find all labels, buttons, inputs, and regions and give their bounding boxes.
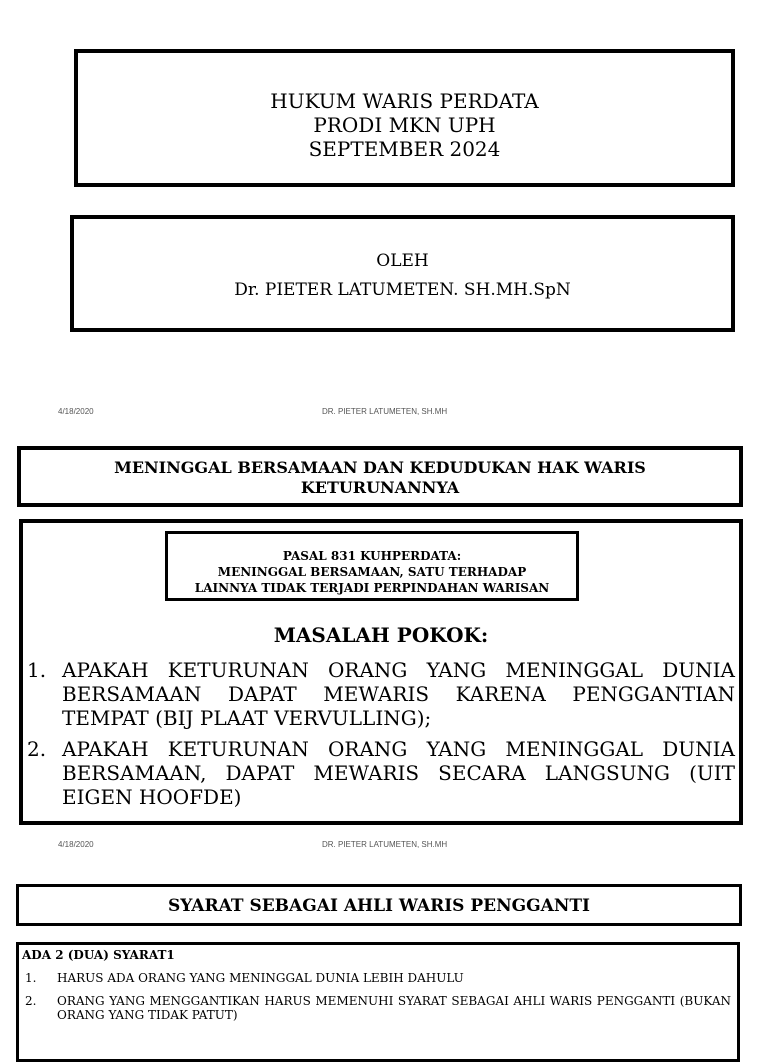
content-box bbox=[19, 519, 743, 825]
heading-text: SYARAT SEBAGAI AHLI WARIS PENGGANTI bbox=[167, 896, 591, 916]
item-text: ORANG YANG MENGGANTIKAN HARUS MEMENUHI SYARAT SEBAGAI AHLI WARIS PENGGANTI (BUKAN ORANG YANG TIDAK PATUT) bbox=[57, 994, 731, 1022]
heading-line: KETURUNANNYA bbox=[300, 478, 460, 497]
list-item bbox=[25, 994, 731, 1022]
requirement-list bbox=[25, 971, 731, 985]
item-number: 2. bbox=[27, 737, 47, 761]
title-line-date: SEPTEMBER 2024 bbox=[308, 137, 501, 161]
footer-author: DR. PIETER LATUMETEN, SH.MH bbox=[322, 840, 448, 849]
question-list bbox=[27, 658, 735, 730]
item-number: 1. bbox=[25, 971, 37, 985]
item-number: 2. bbox=[25, 994, 37, 1008]
title-line-program: PRODI MKN UPH bbox=[313, 113, 496, 137]
lead-text: ADA 2 (DUA) SYARAT1 bbox=[22, 948, 175, 962]
section-heading bbox=[17, 446, 743, 507]
footer-date: 4/18/2020 bbox=[58, 407, 94, 416]
author-box bbox=[70, 215, 735, 332]
list-item bbox=[27, 658, 735, 730]
list-item bbox=[25, 971, 731, 985]
requirement-list bbox=[25, 994, 731, 1022]
content-box bbox=[16, 942, 740, 1062]
pasal-line: PASAL 831 KUHPERDATA: bbox=[282, 549, 462, 563]
item-text: APAKAH KETURUNAN ORANG YANG MENINGGAL DUNIA BERSAMAAN, DAPAT MEWARIS SECARA LANGSUNG (UIT EIGEN HOOFDE) bbox=[62, 737, 735, 809]
oleh-label: OLEH bbox=[376, 251, 429, 271]
pasal-line: MENINGGAL BERSAMAAN, SATU TERHADAP bbox=[217, 565, 527, 579]
author-name: Dr. PIETER LATUMETEN. SH.MH.SpN bbox=[234, 280, 571, 300]
pasal-line: LAINNYA TIDAK TERJADI PERPINDAHAN WARISAN bbox=[194, 581, 550, 595]
slide-title bbox=[78, 89, 731, 161]
question-list bbox=[27, 737, 735, 809]
item-text: HARUS ADA ORANG YANG MENINGGAL DUNIA LEBIH DAHULU bbox=[57, 971, 464, 985]
pasal-box bbox=[165, 531, 579, 601]
item-text: APAKAH KETURUNAN ORANG YANG MENINGGAL DUNIA BERSAMAAN DAPAT MEWARIS KARENA PENGGANTIAN TEMPAT (BIJ PLAAT VERVULLING); bbox=[62, 658, 735, 730]
footer-author: DR. PIETER LATUMETEN, SH.MH bbox=[322, 407, 448, 416]
masalah-title: MASALAH POKOK: bbox=[273, 623, 489, 647]
title-line-course: HUKUM WARIS PERDATA bbox=[270, 89, 539, 113]
item-number: 1. bbox=[27, 658, 47, 682]
list-item bbox=[27, 737, 735, 809]
heading-line: MENINGGAL BERSAMAAN DAN KEDUDUKAN HAK WARIS bbox=[114, 458, 646, 477]
title-box bbox=[74, 49, 735, 187]
section-heading bbox=[16, 884, 742, 926]
footer-date: 4/18/2020 bbox=[58, 840, 94, 849]
